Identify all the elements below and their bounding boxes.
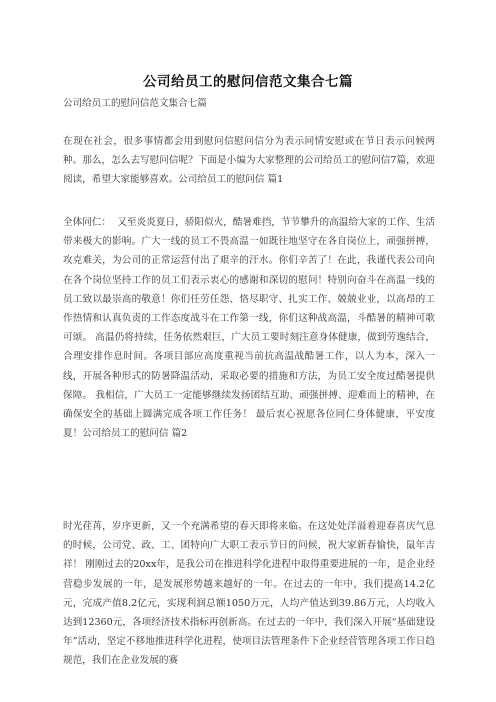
document-title: 公司给员工的慰问信范文集合七篇 (143, 74, 353, 90)
paragraph-letter-1: 全体同仁： 又至炎炎夏日，骄阳似火，酷暑难挡，节节攀升的高温给大家的工作、生活带来极大的影响。广大一线的员工不畏高温一如既往地坚守在各自岗位上，顽强拼搏，攻克难关，为公司的正常运营付出了艰辛的汗水。你们辛苦了！在此，我谨代表公司向在各个岗位坚持工作的员工们表示衷心的感谢和深切的慰问！特别向奋斗在高温一线的员工致以最崇高的敬意！你们任劳任怨、恪尽职守、扎实工作、兢兢业业，以高昂的工作热情和认真负责的工作态度战斗在工作第一线，你们这种战高温，斗酷暑的精神可歌可颂。 高温仍将持续，任务依然艰巨，广大员工要时刻注意身体健康，做到劳逸结合，合理安排作息时间。各项目部应高度重视当前抗高温战酷暑工作，以人为本，深入一线，开展各种形式的防暑降温活动，采取必要的措施和方法，为员工安全度过酷暑提供保障。 我相信，广大员工一定能够继续发扬团结互助、顽强拼搏、迎难而上的精神，在确保安全的基础上圆满完成各项工作任务！ 最后衷心祝愿各位同仁身体健康，平安度夏！公司给员工的慰问信 篇2 (63, 217, 435, 440)
paragraph-letter-2: 时光荏苒，岁序更新，又一个充满希望的春天即将来临。在这处处洋溢着迎春喜庆气息的时候，公司党、政、工、团特向广大职工表示节日的问候，祝大家新春愉快，鼠年吉祥！ 刚刚过去的20xx年，是我公司在推进科学化进程中取得重要进展的一年，是企业经营稳步发展的一年，是发展形势越来越好的一年。在过去的一年中，我们提高14.2亿元，完成产值8.2亿元，实现利润总额1050万元，人均产值达到39.86万元，人均收入达到12360元，各项经济技术指标再创新高。在过去的一年中，我们深入开展“基础建设年”活动，坚定不移地推进科学化进程，使项目法管理条件下企业经营管理各项工作日趋规范，我们在企业发展的赛 (63, 521, 435, 667)
paragraph-intro: 在现在社会，很多事情都会用到慰问信慰问信分为表示同情安慰或在节日表示问候两种。那么，怎么去写慰问信呢？下面是小编为大家整理的公司给员工的慰问信7篇，欢迎阅读，希望大家能够喜欢。公司给员工的慰问信 篇1 (63, 136, 435, 186)
document-subtitle: 公司给员工的慰问信范文集合七篇 (63, 98, 207, 109)
